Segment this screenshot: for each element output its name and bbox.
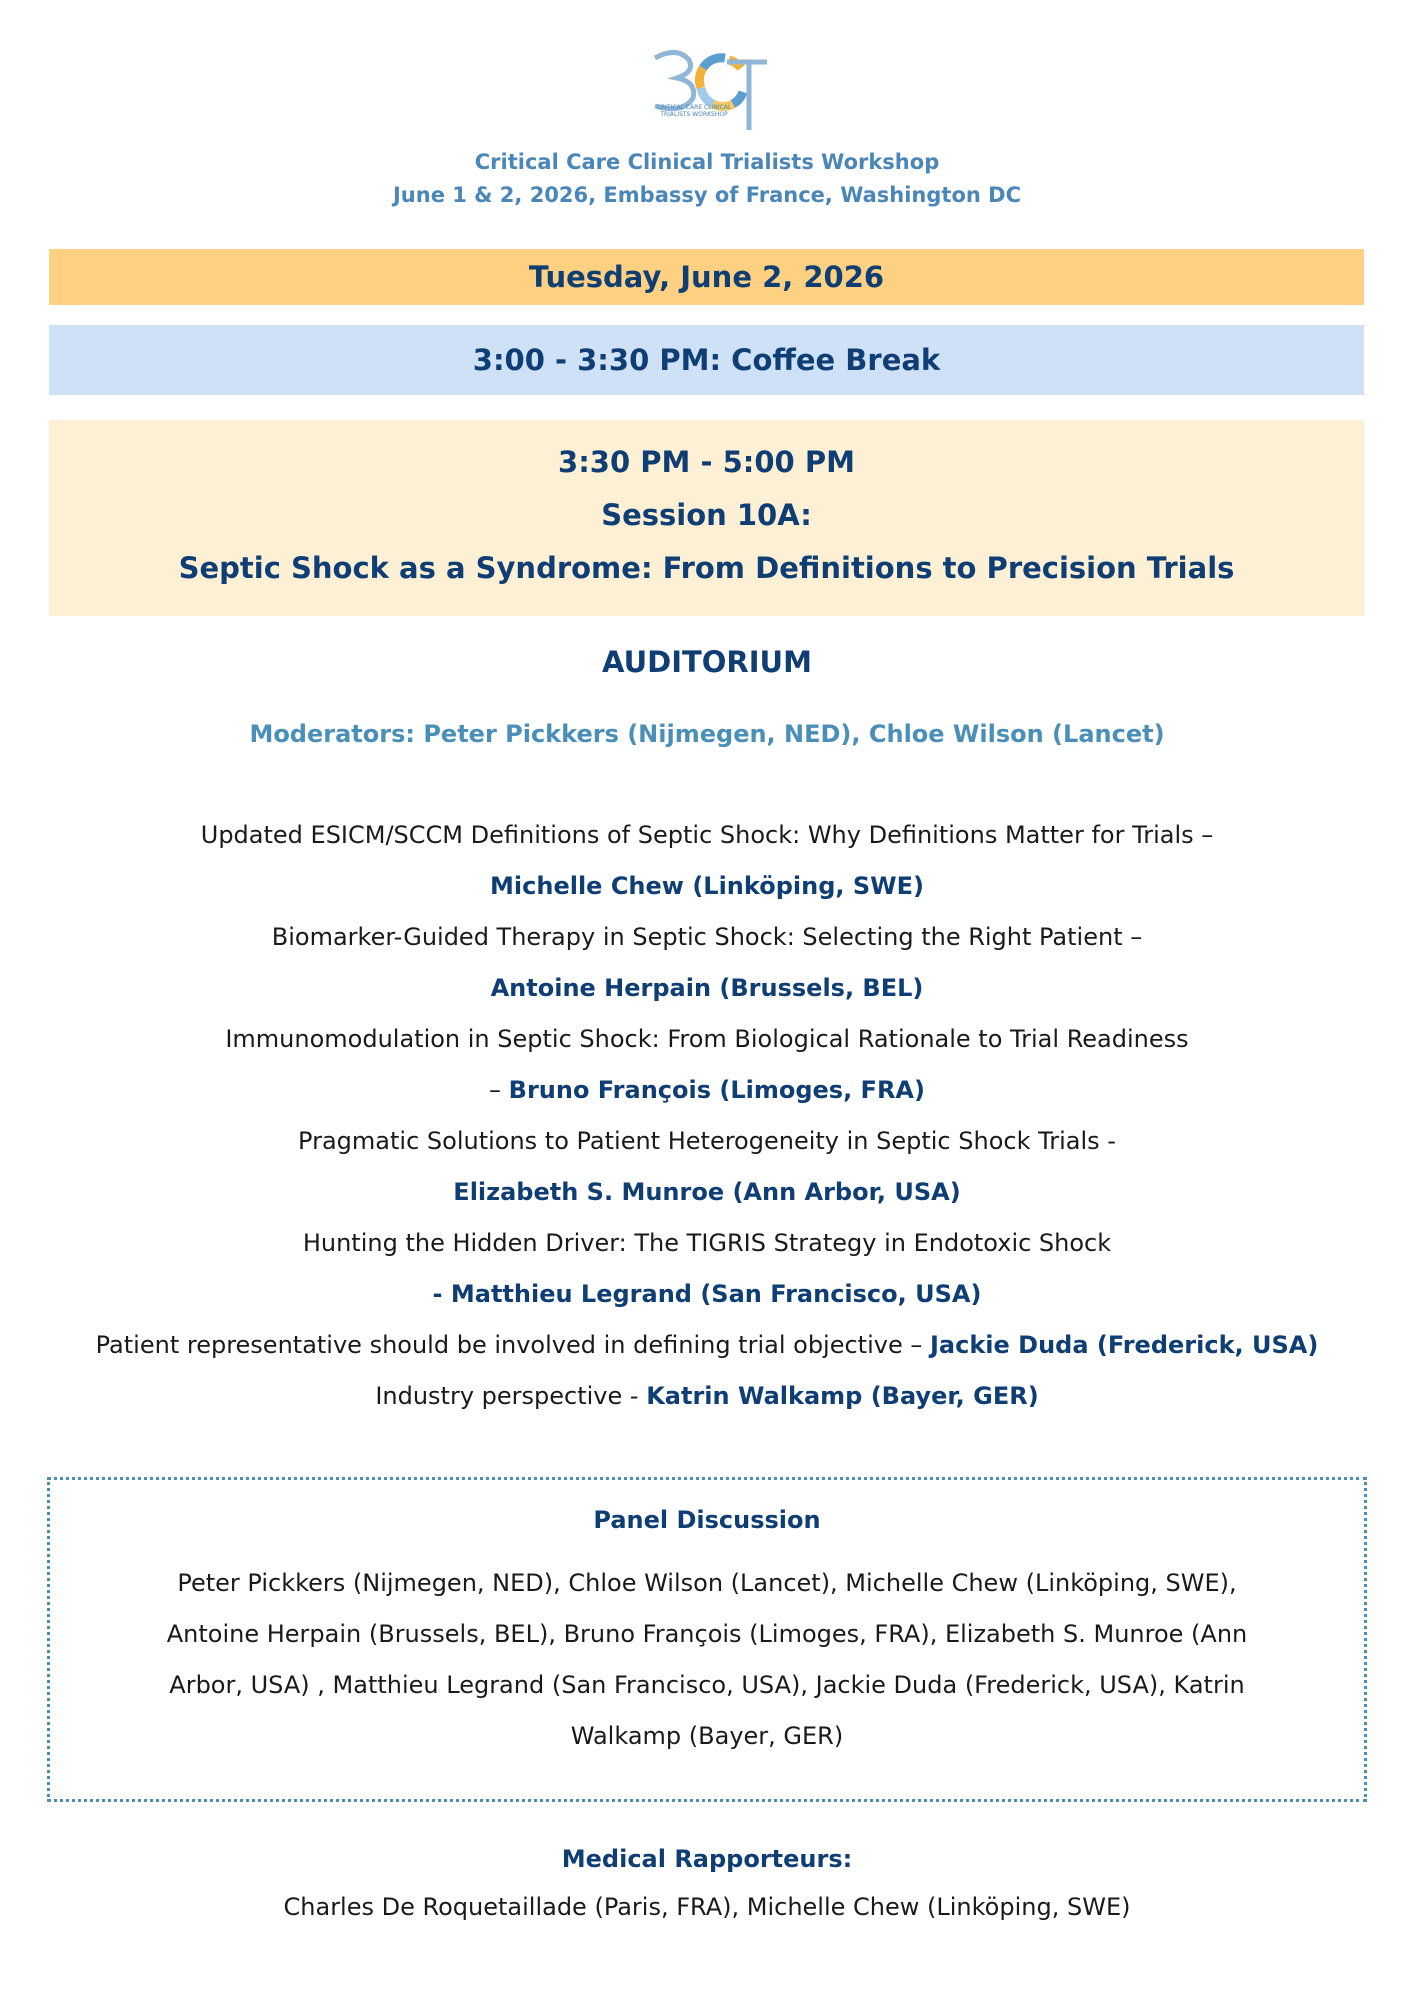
- workshop-title: Critical Care Clinical Trialists Workshop: [474, 150, 940, 174]
- talk-speaker: Michelle Chew (Linköping, SWE): [490, 872, 924, 900]
- talk-title: Patient representative should be involved in defining trial objective –: [95, 1331, 930, 1359]
- moderators: Moderators: Peter Pickkers (Nijmegen, NED), Chloe Wilson (Lancet): [249, 720, 1165, 748]
- talk-title: Biomarker-Guided Therapy in Septic Shock: Selecting the Right Patient –: [271, 923, 1143, 951]
- panel-title: Panel Discussion: [593, 1506, 821, 1534]
- talk-title: Immunomodulation in Septic Shock: From Biological Rationale to Trial Readiness: [225, 1025, 1189, 1053]
- session-title: Septic Shock as a Syndrome: From Definitions to Precision Trials: [178, 551, 1235, 585]
- logo-graphic: [637, 44, 777, 132]
- talk-dash: –: [489, 1076, 509, 1104]
- talk-speaker: Bruno François (Limoges, FRA): [508, 1076, 925, 1104]
- talk-line: [0, 1331, 1414, 1359]
- session-header: [49, 420, 1364, 616]
- talk-title: Hunting the Hidden Driver: The TIGRIS Strategy in Endotoxic Shock: [302, 1229, 1112, 1257]
- day-banner: Tuesday, June 2, 2026: [49, 249, 1364, 305]
- talk-speaker: - Matthieu Legrand (San Francisco, USA): [432, 1280, 982, 1308]
- talk-speaker: Jackie Duda (Frederick, USA): [929, 1331, 1319, 1359]
- session-time: 3:30 PM - 5:00 PM: [558, 445, 855, 479]
- workshop-logo: [637, 44, 777, 132]
- session-location: AUDITORIUM: [602, 645, 812, 679]
- talk-speaker: Katrin Walkamp (Bayer, GER): [646, 1382, 1039, 1410]
- panel-discussion-box: [47, 1477, 1367, 1802]
- talk-title: Industry perspective -: [375, 1382, 647, 1410]
- talk-title: Updated ESICM/SCCM Definitions of Septic Shock: Why Definitions Matter for Trials –: [200, 821, 1214, 849]
- logo-caption: CRITICAL CARE CLINICAL TRIALISTS WORKSHOP: [656, 104, 732, 118]
- panel-participants: Peter Pickkers (Nijmegen, NED), Chloe Wilson (Lancet), Michelle Chew (Linköping, SWE), Antoine Herpain (Brussels, BEL), Bruno François (Limoges, FRA), Elizabeth S. Munroe (Ann Arbor, USA) , Matthieu Legrand (San Francisco, USA), Jackie Duda (Frederick, USA), Katrin Walkamp (Bayer, GER): [166, 1569, 1248, 1750]
- talk-speaker: Antoine Herpain (Brussels, BEL): [490, 974, 924, 1002]
- talk-line: [0, 1382, 1414, 1410]
- talk-speaker: Elizabeth S. Munroe (Ann Arbor, USA): [453, 1178, 961, 1206]
- rapporteurs-title: Medical Rapporteurs:: [561, 1845, 853, 1873]
- talk-speaker-line: [0, 1076, 1414, 1104]
- coffee-break-banner: 3:00 - 3:30 PM: Coffee Break: [49, 325, 1364, 395]
- workshop-date-venue: June 1 & 2, 2026, Embassy of France, Washington DC: [392, 183, 1021, 207]
- session-name: Session 10A:: [601, 498, 812, 532]
- talk-title: Pragmatic Solutions to Patient Heterogeneity in Septic Shock Trials -: [298, 1127, 1116, 1155]
- rapporteurs-names: Charles De Roquetaillade (Paris, FRA), Michelle Chew (Linköping, SWE): [283, 1893, 1131, 1921]
